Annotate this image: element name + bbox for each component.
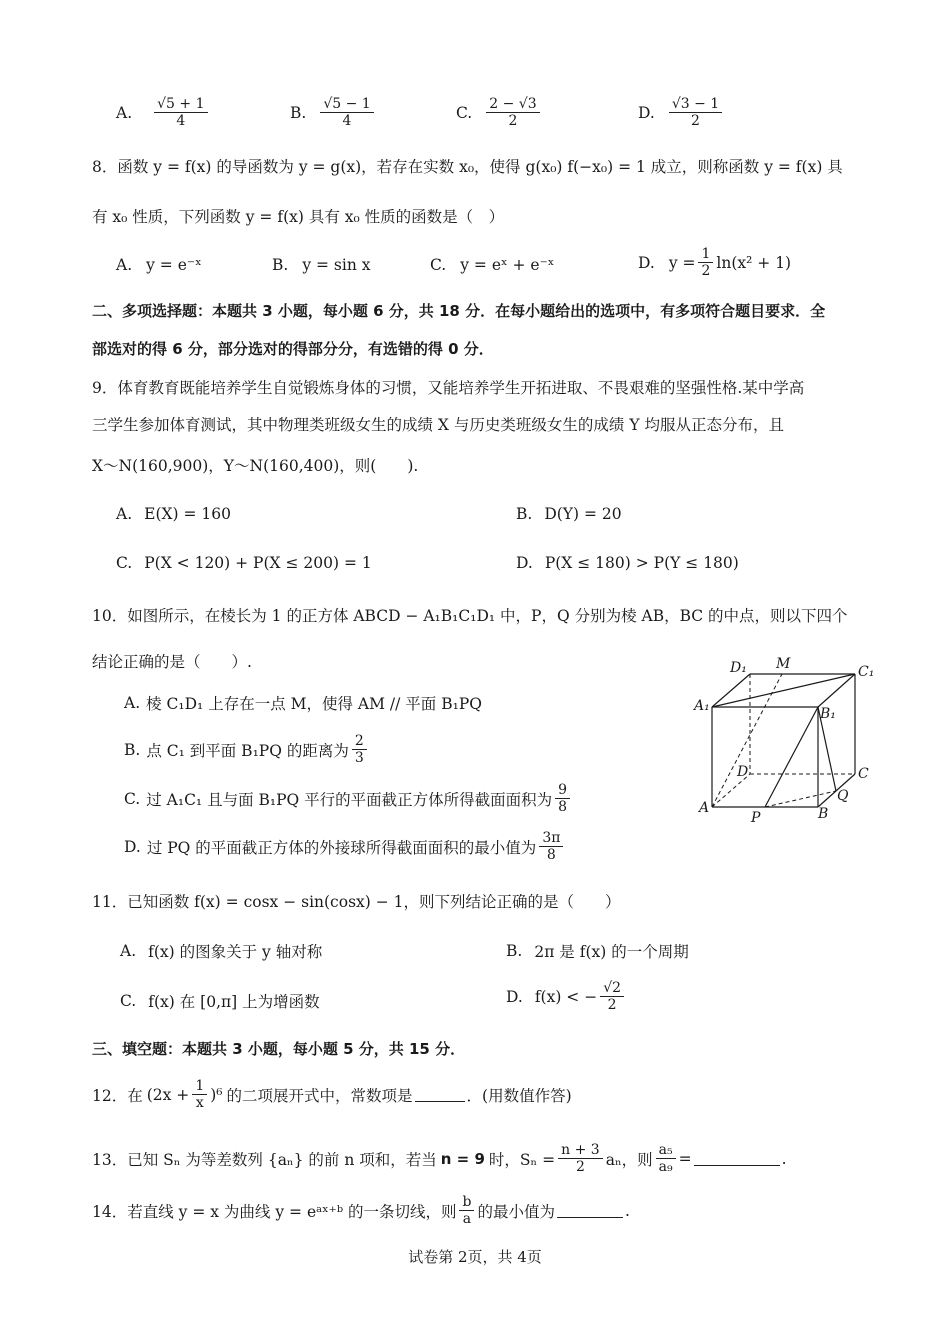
fraction: $\frac{√2}{2}$ bbox=[600, 980, 624, 1013]
fraction: $\frac{√5 + 1}{4}$ bbox=[154, 96, 207, 129]
label-q: Q bbox=[837, 788, 849, 804]
label-a1: A₁ bbox=[694, 698, 710, 714]
q8-option-d: D. y = $\frac{1}{2}$ ln(x² + 1) bbox=[638, 246, 792, 280]
fraction: $\frac{9}{8}$ bbox=[555, 782, 570, 815]
q11-option-c: C. f(x) 在 [0,π] 上为增函数 bbox=[120, 992, 320, 1011]
label-d: D bbox=[737, 764, 749, 780]
label-p: P bbox=[751, 810, 761, 826]
q7-option-d: D. $\frac{√3 - 1}{2}$ bbox=[638, 96, 725, 129]
label-b: B bbox=[818, 806, 829, 822]
q10-option-a: A. 棱 C₁D₁ 上存在一点 M，使得 AM // 平面 B₁PQ bbox=[124, 694, 482, 713]
q10-stem-line1: 10．如图所示，在棱长为 1 的正方体 ABCD − A₁B₁C₁D₁ 中，P，Q 分别为棱 AB，BC 的中点，则以下四个 bbox=[92, 607, 848, 625]
q11-option-a: A. f(x) 的图象关于 y 轴对称 bbox=[120, 942, 323, 961]
q11-stem: 11．已知函数 f(x) = cosx − sin(cosx) − 1，则下列结论正确的是（ ） bbox=[92, 893, 621, 911]
fraction: $\frac{2 - √3}{2}$ bbox=[486, 96, 539, 129]
section3-heading: 三、填空题：本题共 3 小题，每小题 5 分，共 15 分． bbox=[92, 1040, 466, 1058]
edge-b1-c1 bbox=[818, 674, 855, 707]
q10-option-d: D. 过 PQ 的平面截正方体的外接球所得截面面积的最小值为 $\frac{3\pi}{8}$ bbox=[124, 830, 566, 863]
q7-option-a: A. $\frac{√5 + 1}{4}$ bbox=[116, 96, 211, 129]
page-footer: 试卷第 2页，共 4页 bbox=[408, 1248, 542, 1266]
fraction: $\frac{n + 3}{2}$ bbox=[558, 1142, 603, 1175]
label-m: M bbox=[776, 656, 791, 672]
q8-option-c: C. y = eˣ + e⁻ˣ bbox=[430, 256, 555, 274]
fraction: $\frac{1}{2}$ bbox=[698, 246, 713, 279]
q11-option-d: D. f(x) < − $\frac{√2}{2}$ bbox=[506, 980, 627, 1013]
q8-stem-line2: 有 x₀ 性质，下列函数 y = f(x) 具有 x₀ 性质的函数是（ ） bbox=[92, 208, 505, 226]
answer-blank[interactable] bbox=[415, 1087, 465, 1102]
q9-option-d: D. P(X ≤ 180) > P(Y ≤ 180) bbox=[516, 554, 739, 572]
q8-option-a: A. y = e⁻ˣ bbox=[116, 256, 202, 274]
q9-stem-line3: X～N(160,900)，Y～N(160,400)，则( ). bbox=[92, 457, 419, 475]
fraction: $\frac{b}{a}$ bbox=[459, 1194, 474, 1227]
answer-blank[interactable] bbox=[694, 1151, 780, 1166]
q9-option-a: A. E(X) = 160 bbox=[116, 505, 231, 523]
label-a: A bbox=[699, 800, 710, 816]
q7-option-c: C. $\frac{2 - √3}{2}$ bbox=[456, 96, 543, 129]
answer-blank[interactable] bbox=[557, 1203, 623, 1218]
q8-stem-line1: 8．函数 y = f(x) 的导函数为 y = g(x)，若存在实数 x₀，使得 g(x₀) f(−x₀) = 1 成立，则称函数 y = f(x) 具 bbox=[92, 158, 843, 176]
q12: 12．在 (2x + $\frac{1}{x}$ )⁶ 的二项展开式中，常数项是 ．(用数值作答) bbox=[92, 1078, 572, 1112]
label-c: C bbox=[858, 766, 869, 782]
q10-option-c: C. 过 A₁C₁ 且与面 B₁PQ 平行的平面截正方体所得截面面积为 $\frac{9}{8}$ bbox=[124, 782, 573, 815]
q9-option-b: B. D(Y) = 20 bbox=[516, 505, 622, 523]
fraction: $\frac{3\pi}{8}$ bbox=[539, 830, 563, 863]
section2-heading-line1: 二、多项选择题：本题共 3 小题，每小题 6 分，共 18 分．在每小题给出的选项中，有多项符合题目要求．全 bbox=[92, 302, 826, 320]
q9-stem-line2: 三学生参加体育测试，其中物理类班级女生的成绩 X 与历史类班级女生的成绩 Y 均服从正态分布，且 bbox=[92, 416, 784, 434]
q7-option-b: B. $\frac{√5 - 1}{4}$ bbox=[290, 96, 377, 129]
fraction: $\frac{√3 - 1}{2}$ bbox=[669, 96, 722, 129]
q8-option-b: B. y = sin x bbox=[272, 256, 371, 274]
label-d1: D₁ bbox=[730, 660, 747, 676]
line-b1-p bbox=[765, 707, 818, 807]
line-p-q bbox=[765, 791, 836, 807]
fraction: $\frac{2}{3}$ bbox=[352, 733, 367, 766]
cube-figure bbox=[690, 652, 890, 832]
q14: 14．若直线 y = x 为曲线 y = eᵃˣ⁺ᵇ 的一条切线，则 $\frac{b}{a}$ 的最小值为 . bbox=[92, 1194, 630, 1228]
q9-option-c: C. P(X < 120) + P(X ≤ 200) = 1 bbox=[116, 554, 372, 572]
line-a-m bbox=[712, 674, 782, 807]
fraction: $\frac{√5 - 1}{4}$ bbox=[320, 96, 373, 129]
q13: 13．已知 Sₙ 为等差数列 {aₙ} 的前 n 项和，若当 n = 9 时，Sₙ = $\frac{n + 3}{2}$ aₙ，则 $\frac{\text{a₅}}{\text{a₉}}$ = . bbox=[92, 1142, 787, 1176]
line-a1-c1 bbox=[712, 674, 855, 707]
fraction: $\frac{1}{x}$ bbox=[192, 1078, 207, 1111]
q11-option-b: B. 2π 是 f(x) 的一个周期 bbox=[506, 942, 689, 961]
label-c1: C₁ bbox=[858, 664, 875, 680]
q10-stem-line2: 结论正确的是（ ）. bbox=[92, 653, 252, 671]
label-b1: B₁ bbox=[820, 706, 836, 722]
fraction: $\frac{\text{a₅}}{\text{a₉}}$ bbox=[656, 1142, 676, 1175]
section2-heading-line2: 部选对的得 6 分，部分选对的得部分分，有选错的得 0 分． bbox=[92, 340, 494, 358]
q9-stem-line1: 9．体育教育既能培养学生自觉锻炼身体的习惯，又能培养学生开拓进取、不畏艰难的坚强性格.某中学高 bbox=[92, 379, 805, 397]
q10-option-b: B. 点 C₁ 到平面 B₁PQ 的距离为 $\frac{2}{3}$ bbox=[124, 733, 370, 766]
